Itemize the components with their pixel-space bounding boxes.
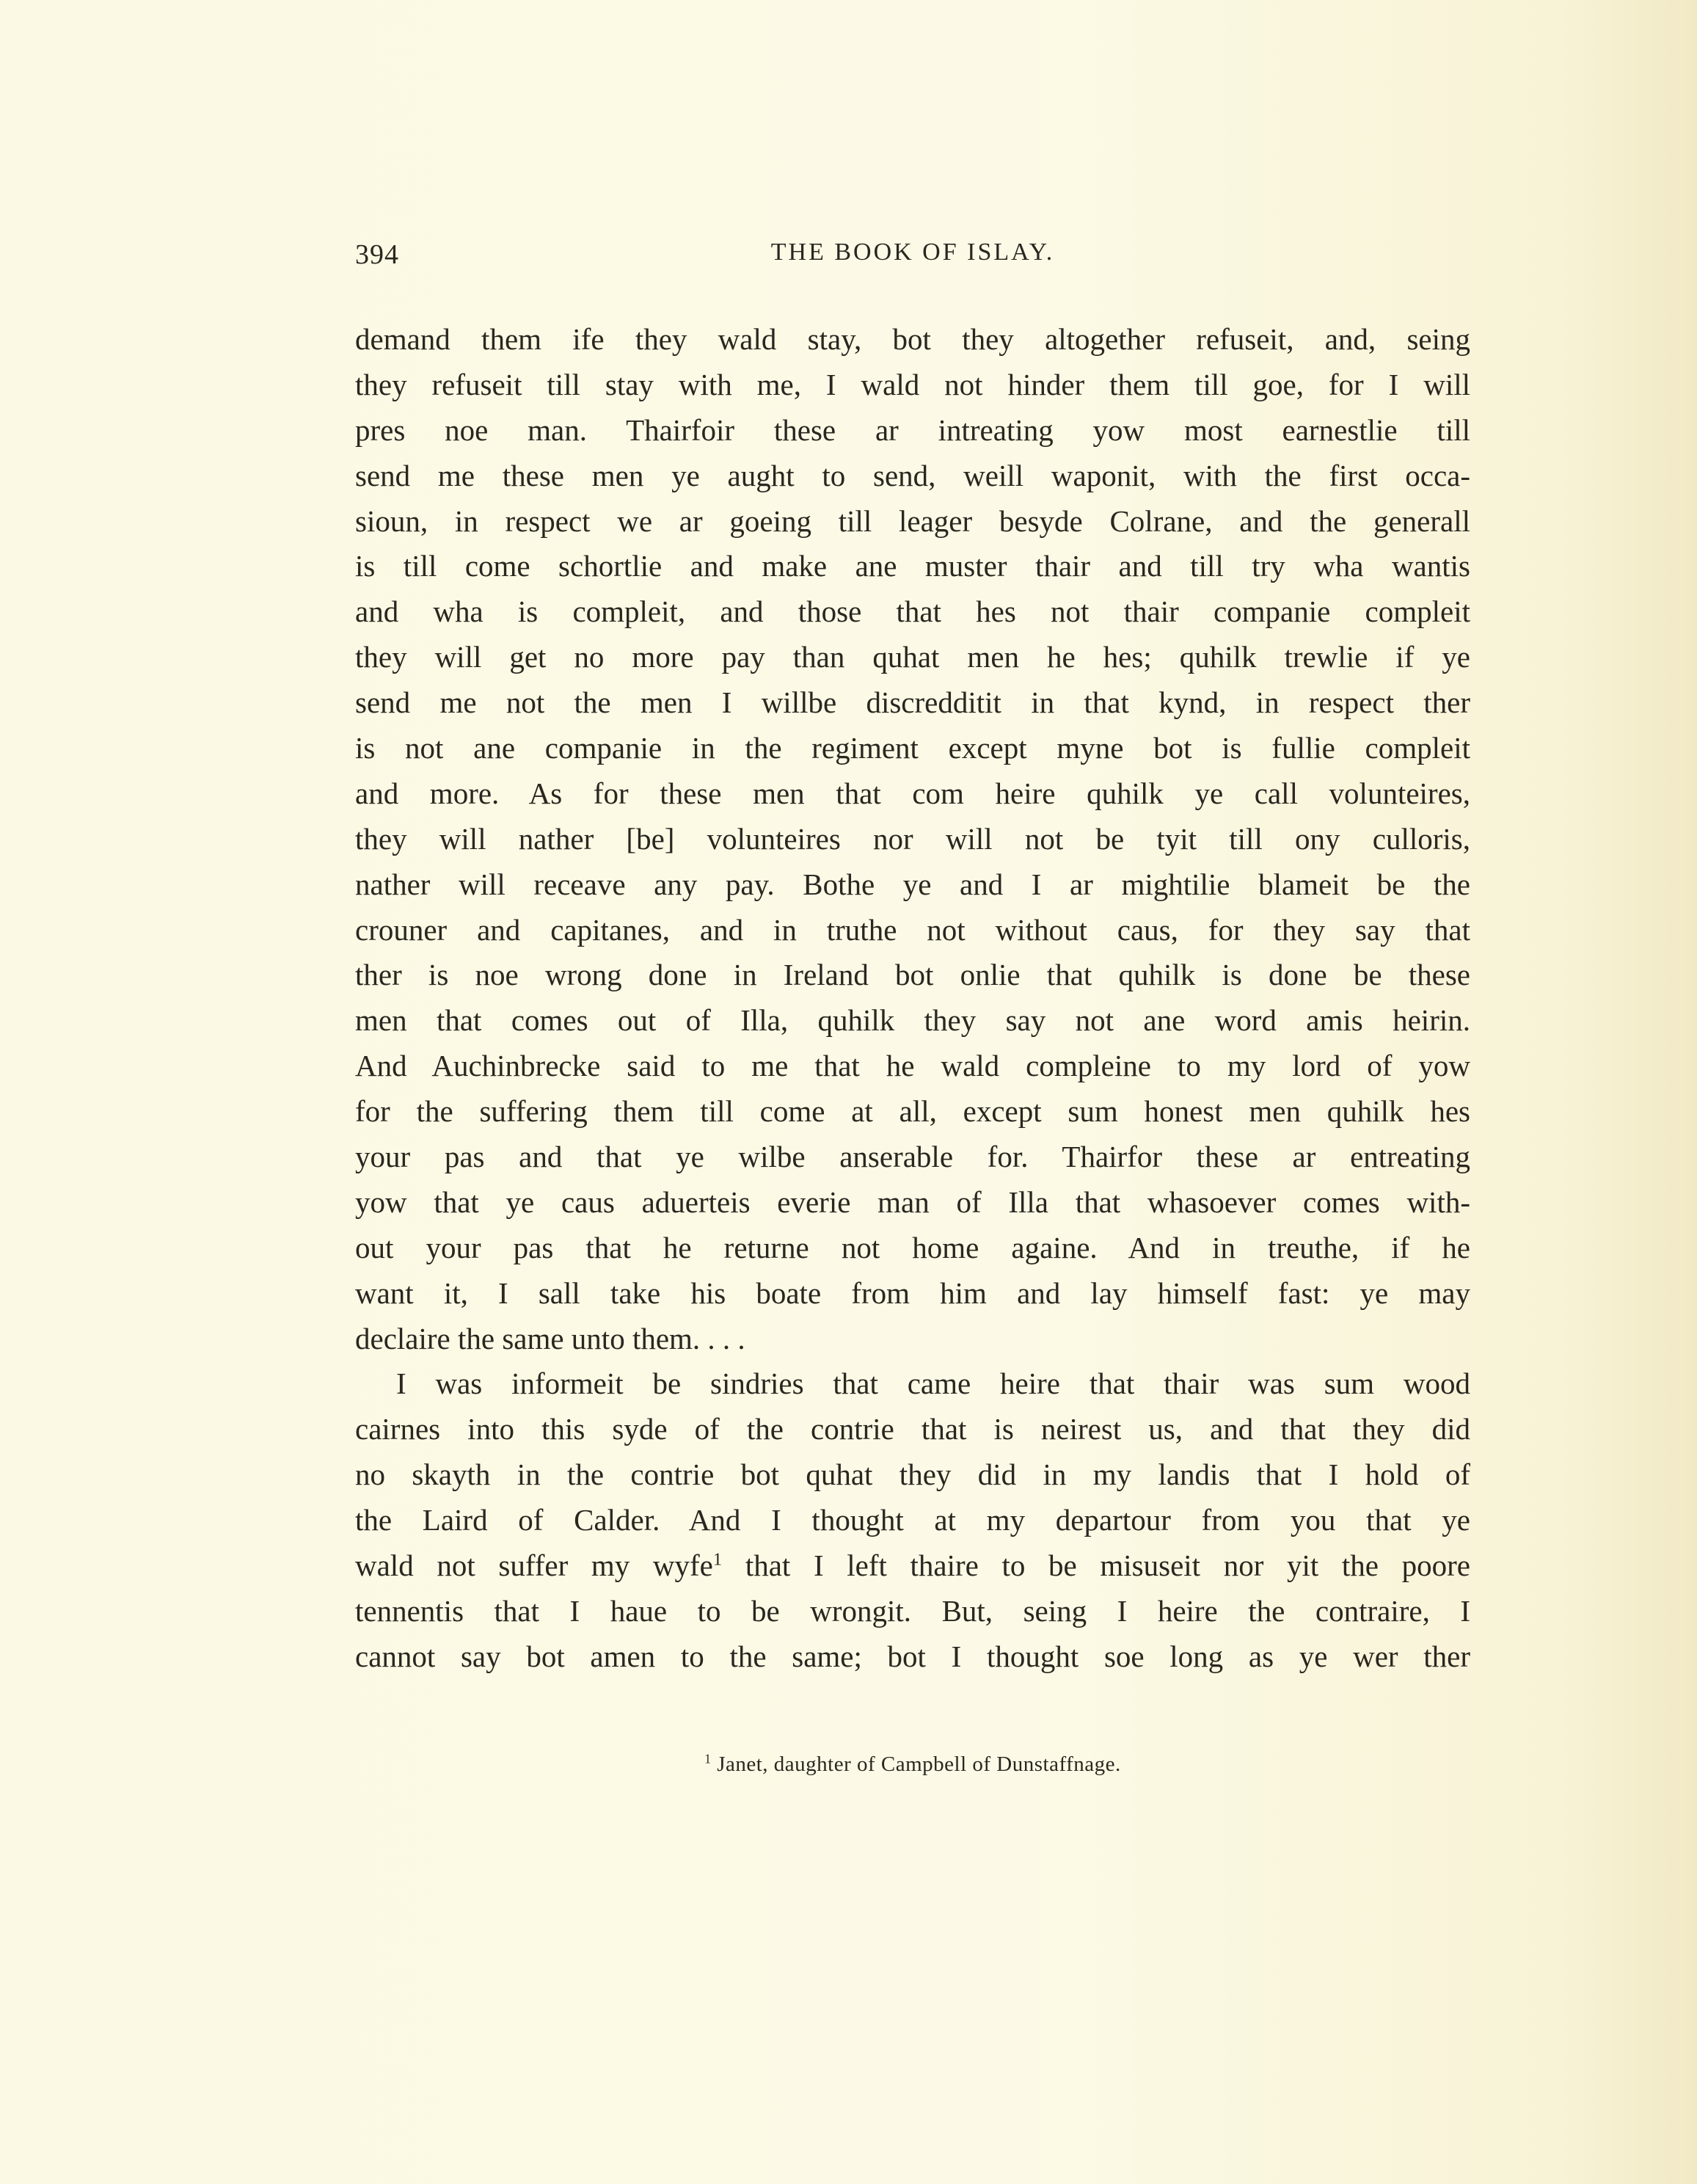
- footnote-reference: 1: [712, 1549, 723, 1570]
- text-line: sioun, in respect we ar goeing till leager besyde Colrane, and the generall: [355, 503, 1470, 538]
- text-line: yow that ye caus aduerteis everie man of Illa that whasoever comes with-: [355, 1184, 1470, 1219]
- text-line: want it, I sall take his boate from him and lay himself fast: ye may: [355, 1275, 1470, 1310]
- text-line-part: that I left thaire to be misuseit nor yit the poore: [722, 1548, 1470, 1583]
- text-line: cannot say bot amen to the same; bot I thought soe long as ye wer ther: [355, 1639, 1470, 1673]
- text-line: they refuseit till stay with me, I wald not hinder them till goe, for I will: [355, 367, 1470, 401]
- text-line: they will nather [be] volunteires nor will not be tyit till ony culloris,: [355, 821, 1470, 856]
- text-line: the Laird of Calder. And I thought at my departour from you that ye: [355, 1503, 1470, 1537]
- text-line: and more. As for these men that com heire quhilk ye call volunteires,: [355, 776, 1470, 810]
- text-line: send me not the men I willbe discredditit in that kynd, in respect ther: [355, 685, 1470, 720]
- page-number: 394: [355, 239, 399, 270]
- text-line: men that comes out of Illa, quhilk they say not ane word amis heirin.: [355, 1003, 1470, 1038]
- text-line-with-footnote-ref: [355, 1543, 1470, 1589]
- text-line: cairnes into this syde of the contrie that is neirest us, and that they did: [355, 1412, 1470, 1446]
- text-line: ther is noe wrong done in Ireland bot onlie that quhilk is done be these: [355, 958, 1470, 992]
- text-line: pres noe man. Thairfoir these ar intreating yow most earnestlie till: [355, 412, 1470, 447]
- text-line: I was informeit be sindries that came heire that thair was sum wood: [396, 1366, 1470, 1401]
- text-line: tennentis that I haue to be wrongit. But, seing I heire the contraire, I: [355, 1593, 1470, 1628]
- text-line: and wha is compleit, and those that hes not thair companie compleit: [355, 594, 1470, 629]
- text-line: they will get no more pay than quhat men he hes; quhilk trewlie if ye: [355, 640, 1470, 674]
- text-line: crouner and capitanes, and in truthe not without caus, for they say that: [355, 912, 1470, 947]
- footnote-marker: 1: [704, 1751, 712, 1766]
- text-line-part: wald not suffer my wyfe: [355, 1548, 713, 1583]
- footnote-text: Janet, daughter of Campbell of Dunstaffnage.: [717, 1752, 1121, 1776]
- text-line: for the suffering them till come at all, except sum honest men quhilk hes: [355, 1094, 1470, 1129]
- running-title: THE BOOK OF ISLAY.: [770, 239, 1055, 266]
- text-line: your pas and that ye wilbe anserable for. Thairfor these ar entreating: [355, 1140, 1470, 1174]
- body-text: [355, 317, 1470, 1680]
- text-line: send me these men ye aught to send, weill waponit, with the first occa-: [355, 458, 1470, 492]
- text-line: no skayth in the contrie bot quhat they did in my landis that I hold of: [355, 1457, 1470, 1492]
- running-head: [355, 239, 1470, 275]
- text-line: And Auchinbrecke said to me that he wald compleine to my lord of yow: [355, 1049, 1470, 1083]
- text-line: demand them ife they wald stay, bot they altogether refuseit, and, seing: [355, 322, 1470, 356]
- text-line: is till come schortlie and make ane muster thair and till try wha wantis: [355, 549, 1470, 583]
- text-line: is not ane companie in the regiment except myne bot is fullie compleit: [355, 731, 1470, 765]
- text-line: nather will receave any pay. Bothe ye and I ar mightilie blameit be the: [355, 867, 1470, 901]
- footnote: [355, 1752, 1470, 1777]
- text-line: declaire the same unto them. . . .: [355, 1321, 745, 1355]
- text-line: out your pas that he returne not home againe. And in treuthe, if he: [355, 1230, 1470, 1264]
